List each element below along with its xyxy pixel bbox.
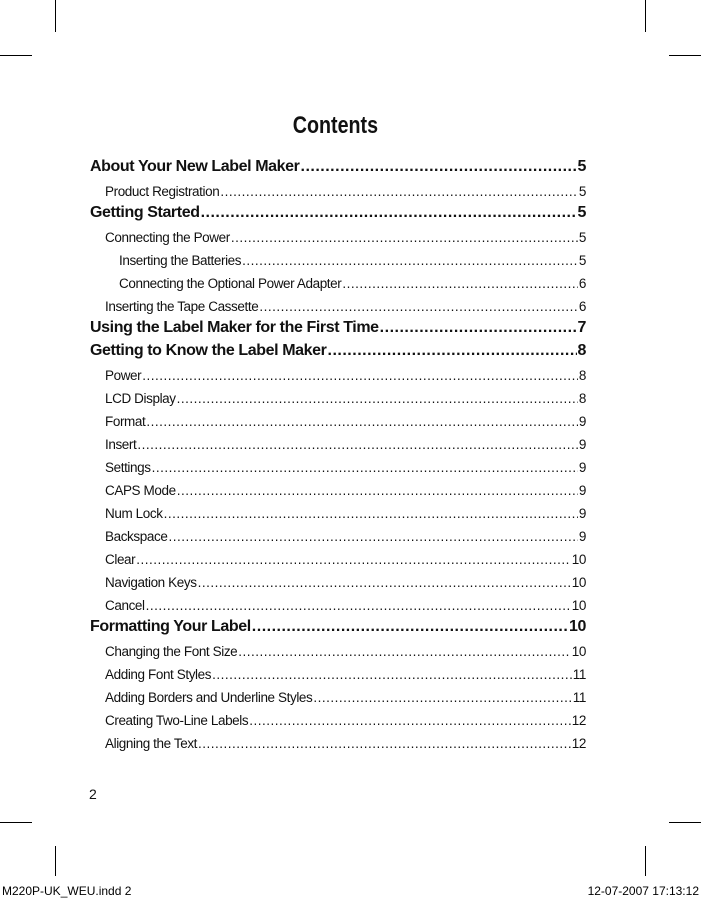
toc-entry-page: 11: [572, 667, 586, 682]
toc-dot-leader: [168, 529, 577, 544]
toc-entry-page: 10: [571, 552, 586, 567]
page-number: 2: [89, 786, 97, 802]
toc-entry-page: 5: [578, 230, 586, 245]
toc-entry-label: Inserting the Tape Cassette: [105, 299, 259, 314]
toc-entry-label: Num Lock: [105, 506, 163, 521]
toc-entry[interactable]: [90, 590, 586, 613]
toc-entry[interactable]: [90, 314, 586, 337]
crop-mark: [645, 846, 646, 876]
toc-dot-leader: [238, 644, 570, 659]
toc-entry-page: 7: [577, 319, 586, 336]
toc-entry-label: LCD Display: [105, 391, 176, 406]
toc-dot-leader: [313, 690, 571, 705]
toc-dot-leader: [198, 736, 571, 751]
toc-entry[interactable]: [90, 682, 586, 705]
toc-dot-leader: [136, 552, 571, 567]
toc-entry-label: Using the Label Maker for the First Time: [90, 319, 379, 336]
toc-entry[interactable]: [90, 360, 586, 383]
toc-entry-page: 6: [578, 276, 586, 291]
toc-entry-label: Getting Started: [90, 204, 200, 221]
toc-entry-page: 6: [578, 299, 586, 314]
toc-entry[interactable]: [90, 567, 586, 590]
toc-entry-label: Adding Borders and Underline Styles: [105, 690, 313, 705]
toc-entry-page: 8: [577, 342, 586, 359]
toc-entry-label: Product Registration: [105, 184, 220, 199]
toc-dot-leader: [252, 618, 568, 636]
toc-dot-leader: [146, 598, 571, 613]
toc-entry-page: 10: [569, 618, 586, 635]
toc-entry-page: 9: [578, 506, 586, 521]
toc-entry-label: Formatting Your Label: [90, 618, 251, 635]
toc-entry[interactable]: [90, 728, 586, 751]
toc-entry[interactable]: [90, 383, 586, 406]
toc-entry-label: Connecting the Power: [105, 230, 230, 245]
toc-entry-label: Backspace: [105, 529, 168, 544]
crop-mark: [0, 55, 32, 56]
toc-entry[interactable]: [90, 521, 586, 544]
toc-entry-label: Inserting the Batteries: [119, 253, 242, 268]
crop-mark: [55, 846, 56, 876]
toc-entry[interactable]: [90, 176, 586, 199]
toc-entry[interactable]: [90, 406, 586, 429]
toc-entry[interactable]: [90, 544, 586, 567]
toc-dot-leader: [328, 342, 577, 360]
crop-mark: [669, 55, 701, 56]
toc-entry-label: Connecting the Optional Power Adapter: [119, 276, 342, 291]
crop-mark: [669, 822, 701, 823]
toc-entry-page: 10: [571, 598, 586, 613]
toc-entry-page: 9: [578, 437, 586, 452]
toc-entry[interactable]: [90, 153, 586, 176]
toc-entry[interactable]: [90, 452, 586, 475]
footer-filename: M220P-UK_WEU.indd 2: [2, 884, 132, 898]
toc-entry[interactable]: [90, 429, 586, 452]
crop-mark: [645, 0, 646, 32]
toc-entry[interactable]: [90, 636, 586, 659]
toc-entry-page: 9: [578, 460, 586, 475]
toc-entry[interactable]: [90, 337, 586, 360]
toc-entry-page: 8: [578, 368, 586, 383]
toc-dot-leader: [146, 414, 578, 429]
toc-dot-leader: [142, 368, 578, 383]
toc-entry-label: Power: [105, 368, 142, 383]
toc-entry[interactable]: [90, 705, 586, 728]
toc-dot-leader: [164, 506, 578, 521]
toc-dot-leader: [259, 299, 578, 314]
toc-entry-page: 12: [571, 713, 586, 728]
toc-entry-label: CAPS Mode: [105, 483, 176, 498]
toc-entry-page: 9: [578, 414, 586, 429]
toc-entry-page: 8: [578, 391, 586, 406]
toc-entry[interactable]: [90, 498, 586, 521]
toc-dot-leader: [201, 204, 577, 222]
toc-dot-leader: [177, 483, 578, 498]
toc-entry[interactable]: [90, 659, 586, 682]
toc-dot-leader: [177, 391, 578, 406]
toc-entry-label: Clear: [105, 552, 136, 567]
toc-dot-leader: [242, 253, 578, 268]
toc-entry[interactable]: [90, 475, 586, 498]
footer-timestamp: 12-07-2007 17:13:12: [587, 884, 699, 898]
toc-dot-leader: [342, 276, 578, 291]
toc-entry-page: 5: [577, 204, 586, 221]
toc-entry-label: Adding Font Styles: [105, 667, 212, 682]
toc-entry-page: 12: [571, 736, 586, 751]
toc-dot-leader: [231, 230, 578, 245]
toc-entry-label: Insert: [105, 437, 137, 452]
toc-entry-label: Aligning the Text: [105, 736, 198, 751]
toc-entry[interactable]: [90, 222, 586, 245]
toc-dot-leader: [249, 713, 571, 728]
toc-entry-page: 5: [578, 184, 586, 199]
toc-entry-page: 9: [578, 483, 586, 498]
toc-entry-label: Changing the Font Size: [105, 644, 238, 659]
toc-entry-label: Getting to Know the Label Maker: [90, 342, 327, 359]
toc-entry-page: 5: [577, 158, 586, 175]
crop-mark: [55, 0, 56, 32]
toc-entry[interactable]: [90, 245, 586, 268]
toc-entry-label: Navigation Keys: [105, 575, 197, 590]
toc-entry-page: 10: [571, 644, 586, 659]
toc-entry-page: 5: [578, 253, 586, 268]
toc-dot-leader: [152, 460, 578, 475]
toc-entry-label: About Your New Label Maker: [90, 158, 300, 175]
toc-entry-page: 10: [571, 575, 586, 590]
toc-dot-leader: [301, 158, 577, 176]
toc-dot-leader: [198, 575, 571, 590]
toc-entry-page: 9: [578, 529, 586, 544]
toc-entry[interactable]: [90, 268, 586, 291]
toc-entry-label: Cancel: [105, 598, 145, 613]
toc-dot-leader: [212, 667, 572, 682]
toc-entry[interactable]: [90, 613, 586, 636]
toc-entry[interactable]: [90, 199, 586, 222]
toc-entry-label: Settings: [105, 460, 151, 475]
toc-entry-label: Format: [105, 414, 146, 429]
table-of-contents: [90, 153, 586, 751]
toc-entry[interactable]: [90, 291, 586, 314]
page-title: Contents: [292, 112, 379, 139]
toc-entry-page: 11: [572, 690, 586, 705]
toc-entry-label: Creating Two-Line Labels: [105, 713, 249, 728]
toc-dot-leader: [137, 437, 578, 452]
toc-dot-leader: [220, 184, 578, 199]
crop-mark: [0, 822, 32, 823]
toc-dot-leader: [380, 319, 577, 337]
